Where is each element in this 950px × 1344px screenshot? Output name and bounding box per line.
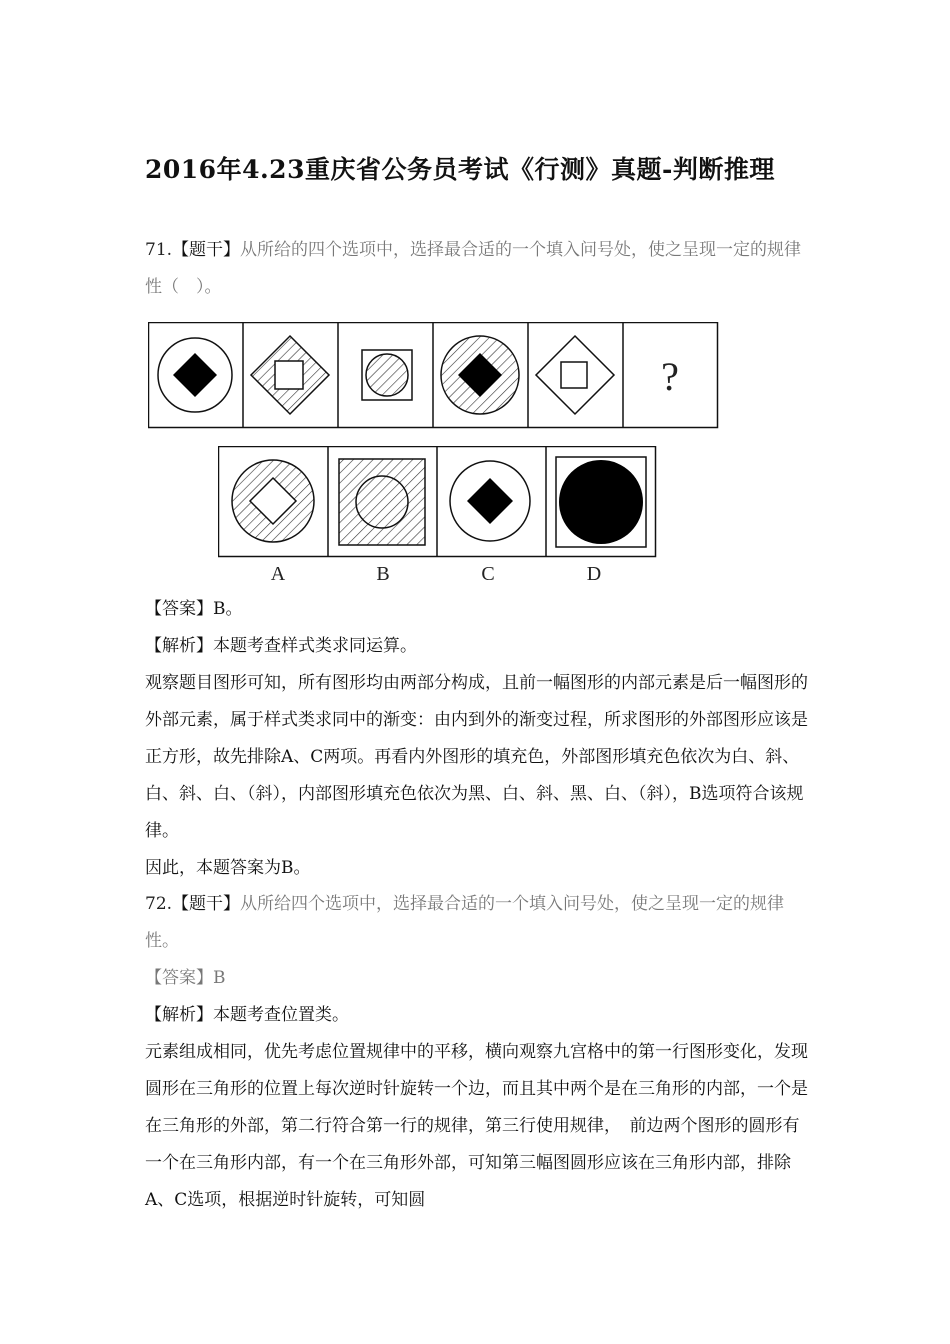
q72-analysis-text: 本题考查位置类。 (213, 1005, 349, 1025)
q71-option-a-figure[interactable] (232, 460, 314, 542)
q71-figure-3 (362, 350, 412, 400)
page-title: 2016年4.23重庆省公务员考试《行测》真题-判断推理 (145, 155, 775, 184)
q72-answer (145, 960, 810, 997)
q71-analysis (145, 628, 810, 665)
q72-answer-tag: 【答案】 (145, 968, 213, 988)
q71-option-a-label: A (270, 563, 286, 585)
q72-stem-tag: 【题干】 (172, 894, 241, 914)
q72-stem (145, 886, 810, 960)
q72-stem-text: 从所给四个选项中，选择最合适的一个填入问号处，使之呈现一定的规律性。 (145, 894, 785, 951)
q72-answer-text: B (213, 968, 226, 988)
q71-stem-tag: 【题干】 (172, 240, 241, 260)
q71-option-d-figure[interactable] (556, 457, 646, 547)
q72-explanation: 元素组成相同，优先考虑位置规律中的平移，横向观察九宫格中的第一行图形变化，发现圆形在三角形的位置上每次逆时针旋转一个边，而且其中两个是在三角形的内部，一个是在三角形的外部，第二行符合第一行的规律，第三行使用规律， 前边两个图形的圆形有一个在三角形内部，有一个在三角形外部，可知第三幅图圆形应该在三角形内部，排除A、C选项，根据逆时针旋转，可知圆 (145, 1042, 808, 1210)
q71-question-mark: ? (661, 354, 679, 399)
q71-answer-tag: 【答案】 (145, 599, 213, 619)
q71-option-c-label: C (481, 563, 495, 585)
q71-option-b-label: B (376, 563, 390, 585)
q72-number: 72. (145, 894, 173, 914)
q71-explanation: 观察题目图形可知，所有图形均由两部分构成，且前一幅图形的内部元素是后一幅图形的外部元素，属于样式类求同中的渐变：由内到外的渐变过程，所求图形的外部图形应该是正方形，故先排除A、C两项。再看内外图形的填充色，外部图形填充色依次为白、斜、白、斜、白、（斜），内部图形填充色依次为黑、白、斜、黑、白、（斜），B选项符合该规律。 (145, 673, 808, 841)
q71-question-figures (148, 322, 720, 430)
q72-analysis-tag: 【解析】 (145, 1005, 213, 1025)
q71-number: 71. (145, 240, 173, 260)
q71-option-d-label: D (586, 563, 602, 585)
q71-answer (145, 591, 810, 628)
q71-conclusion: 因此，本题答案为B。 (145, 858, 311, 878)
q71-option-b-figure[interactable] (339, 459, 425, 545)
q71-figure-1 (158, 338, 232, 412)
q71-analysis-tag: 【解析】 (145, 636, 213, 656)
q71-analysis-text: 本题考查样式类求同运算。 (213, 636, 417, 656)
q71-figure-4 (441, 336, 519, 414)
q71-stem-text: 从所给的四个选项中，选择最合适的一个填入问号处，使之呈现一定的规律性（ ）。 (145, 240, 802, 297)
q71-option-figures (218, 446, 658, 586)
q71-answer-text: B。 (213, 599, 243, 619)
q71-stem (145, 232, 810, 306)
q71-option-c-figure[interactable] (450, 461, 530, 541)
q72-analysis (145, 997, 810, 1034)
